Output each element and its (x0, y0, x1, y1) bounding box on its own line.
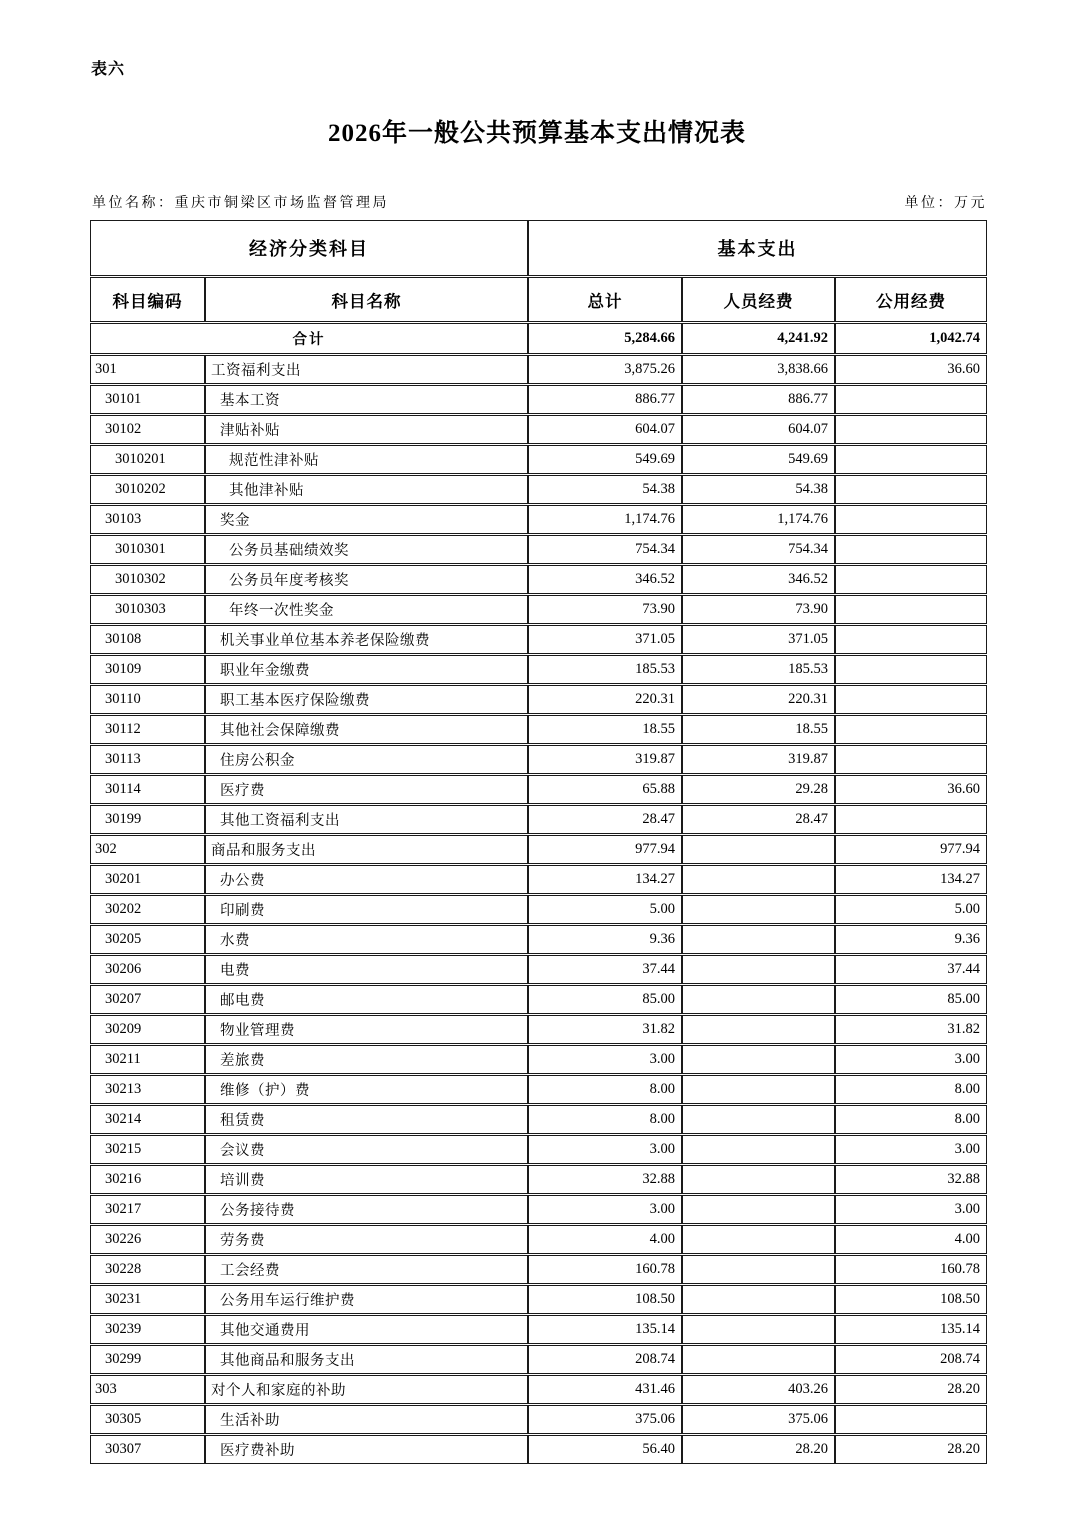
subject-name-cell: 公务用车运行维护费 (205, 1285, 528, 1314)
public-value-cell: 3.00 (835, 1195, 987, 1224)
personnel-value-cell: 346.52 (682, 565, 835, 594)
total-value-cell: 220.31 (528, 685, 682, 714)
table-row (90, 535, 987, 564)
total-value-cell: 28.47 (528, 805, 682, 834)
subject-name-cell: 电费 (205, 955, 528, 984)
table-row (90, 835, 987, 864)
total-value-cell: 754.34 (528, 535, 682, 564)
subject-code-cell: 30217 (90, 1195, 205, 1224)
table-row (90, 385, 987, 414)
table-row (90, 805, 987, 834)
subject-code-cell: 30231 (90, 1285, 205, 1314)
table-row (90, 895, 987, 924)
total-value-cell: 37.44 (528, 955, 682, 984)
public-value-cell: 134.27 (835, 865, 987, 894)
personnel-value-cell: 549.69 (682, 445, 835, 474)
subject-name-cell: 津贴补贴 (205, 415, 528, 444)
personnel-value-cell (682, 895, 835, 924)
subject-name-cell: 维修（护）费 (205, 1075, 528, 1104)
column-header-subject-code: 科目编码 (90, 277, 205, 322)
subject-code-cell: 30201 (90, 865, 205, 894)
personnel-value-cell: 604.07 (682, 415, 835, 444)
subject-name-cell: 职业年金缴费 (205, 655, 528, 684)
grand-total-label: 合计 (90, 323, 528, 354)
public-value-cell: 9.36 (835, 925, 987, 954)
personnel-value-cell: 886.77 (682, 385, 835, 414)
total-value-cell: 85.00 (528, 985, 682, 1014)
personnel-value-cell (682, 1015, 835, 1044)
subject-code-cell: 30112 (90, 715, 205, 744)
subject-code-cell: 302 (90, 835, 205, 864)
subject-name-cell: 水费 (205, 925, 528, 954)
subject-code-cell: 30299 (90, 1345, 205, 1374)
personnel-value-cell: 371.05 (682, 625, 835, 654)
page-title: 2026年一般公共预算基本支出情况表 (327, 120, 746, 147)
personnel-value-cell: 1,174.76 (682, 505, 835, 534)
table-row (90, 865, 987, 894)
subject-name-cell: 生活补助 (205, 1405, 528, 1434)
table-row (90, 775, 987, 804)
table-row (90, 955, 987, 984)
total-value-cell: 32.88 (528, 1165, 682, 1194)
public-value-cell: 160.78 (835, 1255, 987, 1284)
subject-name-cell: 规范性津补贴 (205, 445, 528, 474)
public-value-cell (835, 595, 987, 624)
subject-code-cell: 3010201 (90, 445, 205, 474)
total-value-cell: 208.74 (528, 1345, 682, 1374)
personnel-value-cell (682, 1045, 835, 1074)
public-value-cell: 85.00 (835, 985, 987, 1014)
grand-total-personnel-cell: 4,241.92 (682, 323, 835, 354)
total-value-cell: 135.14 (528, 1315, 682, 1344)
personnel-value-cell: 29.28 (682, 775, 835, 804)
subject-name-cell: 印刷费 (205, 895, 528, 924)
table-row (90, 1075, 987, 1104)
subject-name-cell: 差旅费 (205, 1045, 528, 1074)
public-value-cell: 977.94 (835, 835, 987, 864)
personnel-value-cell (682, 1225, 835, 1254)
public-value-cell (835, 415, 987, 444)
personnel-value-cell (682, 1165, 835, 1194)
total-value-cell: 549.69 (528, 445, 682, 474)
public-value-cell (835, 745, 987, 774)
subject-name-cell: 工会经费 (205, 1255, 528, 1284)
table-row (90, 505, 987, 534)
group-header-basic-expenditure: 基本支出 (528, 220, 987, 276)
public-value-cell (835, 535, 987, 564)
table-row (90, 1135, 987, 1164)
subject-name-cell: 医疗费补助 (205, 1435, 528, 1464)
total-value-cell: 18.55 (528, 715, 682, 744)
table-row (90, 685, 987, 714)
subject-code-cell: 30205 (90, 925, 205, 954)
total-value-cell: 56.40 (528, 1435, 682, 1464)
sheet-label: 表六 (91, 61, 126, 78)
subject-code-cell: 30108 (90, 625, 205, 654)
subject-name-cell: 奖金 (205, 505, 528, 534)
public-value-cell (835, 505, 987, 534)
table-row (90, 355, 987, 384)
public-value-cell: 36.60 (835, 355, 987, 384)
subject-name-cell: 工资福利支出 (205, 355, 528, 384)
personnel-value-cell: 185.53 (682, 655, 835, 684)
subject-code-cell: 30103 (90, 505, 205, 534)
grand-total-row (90, 323, 987, 354)
subject-name-cell: 住房公积金 (205, 745, 528, 774)
unit-of-measure-label: 单位：万元 (904, 196, 987, 211)
public-value-cell: 32.88 (835, 1165, 987, 1194)
public-value-cell: 8.00 (835, 1105, 987, 1134)
subject-code-cell: 301 (90, 355, 205, 384)
total-value-cell: 9.36 (528, 925, 682, 954)
total-value-cell: 4.00 (528, 1225, 682, 1254)
subject-name-cell: 公务员基础绩效奖 (205, 535, 528, 564)
subject-name-cell: 其他社会保障缴费 (205, 715, 528, 744)
total-value-cell: 3.00 (528, 1045, 682, 1074)
total-value-cell: 5.00 (528, 895, 682, 924)
table-row (90, 985, 987, 1014)
table-row (90, 1345, 987, 1374)
total-value-cell: 886.77 (528, 385, 682, 414)
total-value-cell: 375.06 (528, 1405, 682, 1434)
column-header-personnel: 人员经费 (682, 277, 835, 322)
total-value-cell: 346.52 (528, 565, 682, 594)
personnel-value-cell (682, 1135, 835, 1164)
public-value-cell: 31.82 (835, 1015, 987, 1044)
subject-name-cell: 租赁费 (205, 1105, 528, 1134)
subject-code-cell: 30305 (90, 1405, 205, 1434)
total-value-cell: 977.94 (528, 835, 682, 864)
public-value-cell: 208.74 (835, 1345, 987, 1374)
subject-name-cell: 其他交通费用 (205, 1315, 528, 1344)
table-body (90, 323, 987, 1464)
table-row (90, 595, 987, 624)
subject-name-cell: 其他商品和服务支出 (205, 1345, 528, 1374)
subject-code-cell: 303 (90, 1375, 205, 1404)
column-header-total: 总计 (528, 277, 682, 322)
subject-code-cell: 30239 (90, 1315, 205, 1344)
group-header-economic-classification: 经济分类科目 (90, 220, 528, 276)
subject-name-cell: 商品和服务支出 (205, 835, 528, 864)
personnel-value-cell: 3,838.66 (682, 355, 835, 384)
table-meta-row (92, 192, 987, 212)
subject-code-cell: 30202 (90, 895, 205, 924)
table-row (90, 625, 987, 654)
total-value-cell: 604.07 (528, 415, 682, 444)
public-value-cell: 36.60 (835, 775, 987, 804)
total-value-cell: 65.88 (528, 775, 682, 804)
subject-code-cell: 30101 (90, 385, 205, 414)
personnel-value-cell (682, 985, 835, 1014)
subject-name-cell: 基本工资 (205, 385, 528, 414)
subject-name-cell: 物业管理费 (205, 1015, 528, 1044)
subject-code-cell: 30213 (90, 1075, 205, 1104)
total-value-cell: 3.00 (528, 1135, 682, 1164)
personnel-value-cell (682, 955, 835, 984)
public-value-cell (835, 385, 987, 414)
column-header-row (90, 277, 987, 322)
public-value-cell (835, 1405, 987, 1434)
subject-code-cell: 30215 (90, 1135, 205, 1164)
subject-code-cell: 30209 (90, 1015, 205, 1044)
grand-total-total-cell: 5,284.66 (528, 323, 682, 354)
subject-name-cell: 公务员年度考核奖 (205, 565, 528, 594)
subject-code-cell: 3010202 (90, 475, 205, 504)
subject-code-cell: 3010303 (90, 595, 205, 624)
total-value-cell: 431.46 (528, 1375, 682, 1404)
subject-name-cell: 年终一次性奖金 (205, 595, 528, 624)
subject-code-cell: 30110 (90, 685, 205, 714)
personnel-value-cell (682, 1195, 835, 1224)
personnel-value-cell: 18.55 (682, 715, 835, 744)
personnel-value-cell (682, 1255, 835, 1284)
personnel-value-cell (682, 1075, 835, 1104)
public-value-cell (835, 655, 987, 684)
personnel-value-cell: 73.90 (682, 595, 835, 624)
personnel-value-cell: 403.26 (682, 1375, 835, 1404)
total-value-cell: 54.38 (528, 475, 682, 504)
personnel-value-cell (682, 1285, 835, 1314)
subject-code-cell: 30307 (90, 1435, 205, 1464)
personnel-value-cell: 28.20 (682, 1435, 835, 1464)
personnel-value-cell: 28.47 (682, 805, 835, 834)
table-row (90, 715, 987, 744)
subject-code-cell: 30216 (90, 1165, 205, 1194)
public-value-cell: 28.20 (835, 1435, 987, 1464)
total-value-cell: 371.05 (528, 625, 682, 654)
unit-name-label: 单位名称：重庆市铜梁区市场监督管理局 (92, 196, 389, 211)
subject-name-cell: 其他津补贴 (205, 475, 528, 504)
table-row (90, 415, 987, 444)
subject-code-cell: 30207 (90, 985, 205, 1014)
table-row (90, 1375, 987, 1404)
personnel-value-cell: 54.38 (682, 475, 835, 504)
subject-name-cell: 职工基本医疗保险缴费 (205, 685, 528, 714)
table-row (90, 1225, 987, 1254)
subject-name-cell: 劳务费 (205, 1225, 528, 1254)
subject-code-cell: 30102 (90, 415, 205, 444)
total-value-cell: 3.00 (528, 1195, 682, 1224)
public-value-cell (835, 475, 987, 504)
table-row (90, 1435, 987, 1464)
total-value-cell: 160.78 (528, 1255, 682, 1284)
subject-name-cell: 医疗费 (205, 775, 528, 804)
public-value-cell: 5.00 (835, 895, 987, 924)
public-value-cell (835, 565, 987, 594)
personnel-value-cell: 375.06 (682, 1405, 835, 1434)
subject-code-cell: 30206 (90, 955, 205, 984)
personnel-value-cell (682, 1315, 835, 1344)
budget-table (90, 219, 987, 1465)
public-value-cell: 8.00 (835, 1075, 987, 1104)
personnel-value-cell: 754.34 (682, 535, 835, 564)
personnel-value-cell (682, 925, 835, 954)
public-value-cell (835, 625, 987, 654)
grand-total-public-cell: 1,042.74 (835, 323, 987, 354)
table-row (90, 1015, 987, 1044)
table-row (90, 745, 987, 774)
public-value-cell: 3.00 (835, 1045, 987, 1074)
public-value-cell: 108.50 (835, 1285, 987, 1314)
subject-name-cell: 对个人和家庭的补助 (205, 1375, 528, 1404)
personnel-value-cell: 220.31 (682, 685, 835, 714)
public-value-cell (835, 805, 987, 834)
total-value-cell: 73.90 (528, 595, 682, 624)
table-row (90, 1405, 987, 1434)
subject-code-cell: 30226 (90, 1225, 205, 1254)
subject-code-cell: 30114 (90, 775, 205, 804)
total-value-cell: 31.82 (528, 1015, 682, 1044)
personnel-value-cell (682, 1345, 835, 1374)
table-row (90, 1285, 987, 1314)
table-row (90, 1045, 987, 1074)
column-header-subject-name: 科目名称 (205, 277, 528, 322)
table-row (90, 1105, 987, 1134)
personnel-value-cell (682, 865, 835, 894)
subject-name-cell: 办公费 (205, 865, 528, 894)
public-value-cell (835, 715, 987, 744)
public-value-cell: 3.00 (835, 1135, 987, 1164)
table-row (90, 1255, 987, 1284)
table-row (90, 1195, 987, 1224)
table-row (90, 925, 987, 954)
public-value-cell (835, 445, 987, 474)
total-value-cell: 8.00 (528, 1075, 682, 1104)
subject-name-cell: 邮电费 (205, 985, 528, 1014)
public-value-cell: 37.44 (835, 955, 987, 984)
total-value-cell: 134.27 (528, 865, 682, 894)
column-header-public: 公用经费 (835, 277, 987, 322)
public-value-cell (835, 685, 987, 714)
total-value-cell: 8.00 (528, 1105, 682, 1134)
table-row (90, 655, 987, 684)
total-value-cell: 3,875.26 (528, 355, 682, 384)
public-value-cell: 4.00 (835, 1225, 987, 1254)
subject-name-cell: 培训费 (205, 1165, 528, 1194)
subject-code-cell: 30199 (90, 805, 205, 834)
subject-name-cell: 公务接待费 (205, 1195, 528, 1224)
table-row (90, 565, 987, 594)
table-row (90, 1315, 987, 1344)
total-value-cell: 319.87 (528, 745, 682, 774)
subject-name-cell: 其他工资福利支出 (205, 805, 528, 834)
subject-code-cell: 3010301 (90, 535, 205, 564)
table-row (90, 445, 987, 474)
total-value-cell: 1,174.76 (528, 505, 682, 534)
personnel-value-cell (682, 1105, 835, 1134)
subject-code-cell: 3010302 (90, 565, 205, 594)
table-header (90, 220, 987, 322)
public-value-cell: 28.20 (835, 1375, 987, 1404)
subject-code-cell: 30211 (90, 1045, 205, 1074)
total-value-cell: 185.53 (528, 655, 682, 684)
subject-code-cell: 30109 (90, 655, 205, 684)
subject-code-cell: 30113 (90, 745, 205, 774)
table-row (90, 475, 987, 504)
public-value-cell: 135.14 (835, 1315, 987, 1344)
group-header-row (90, 220, 987, 276)
personnel-value-cell: 319.87 (682, 745, 835, 774)
subject-code-cell: 30228 (90, 1255, 205, 1284)
personnel-value-cell (682, 835, 835, 864)
table-row (90, 1165, 987, 1194)
subject-code-cell: 30214 (90, 1105, 205, 1134)
subject-name-cell: 会议费 (205, 1135, 528, 1164)
subject-name-cell: 机关事业单位基本养老保险缴费 (205, 625, 528, 654)
total-value-cell: 108.50 (528, 1285, 682, 1314)
